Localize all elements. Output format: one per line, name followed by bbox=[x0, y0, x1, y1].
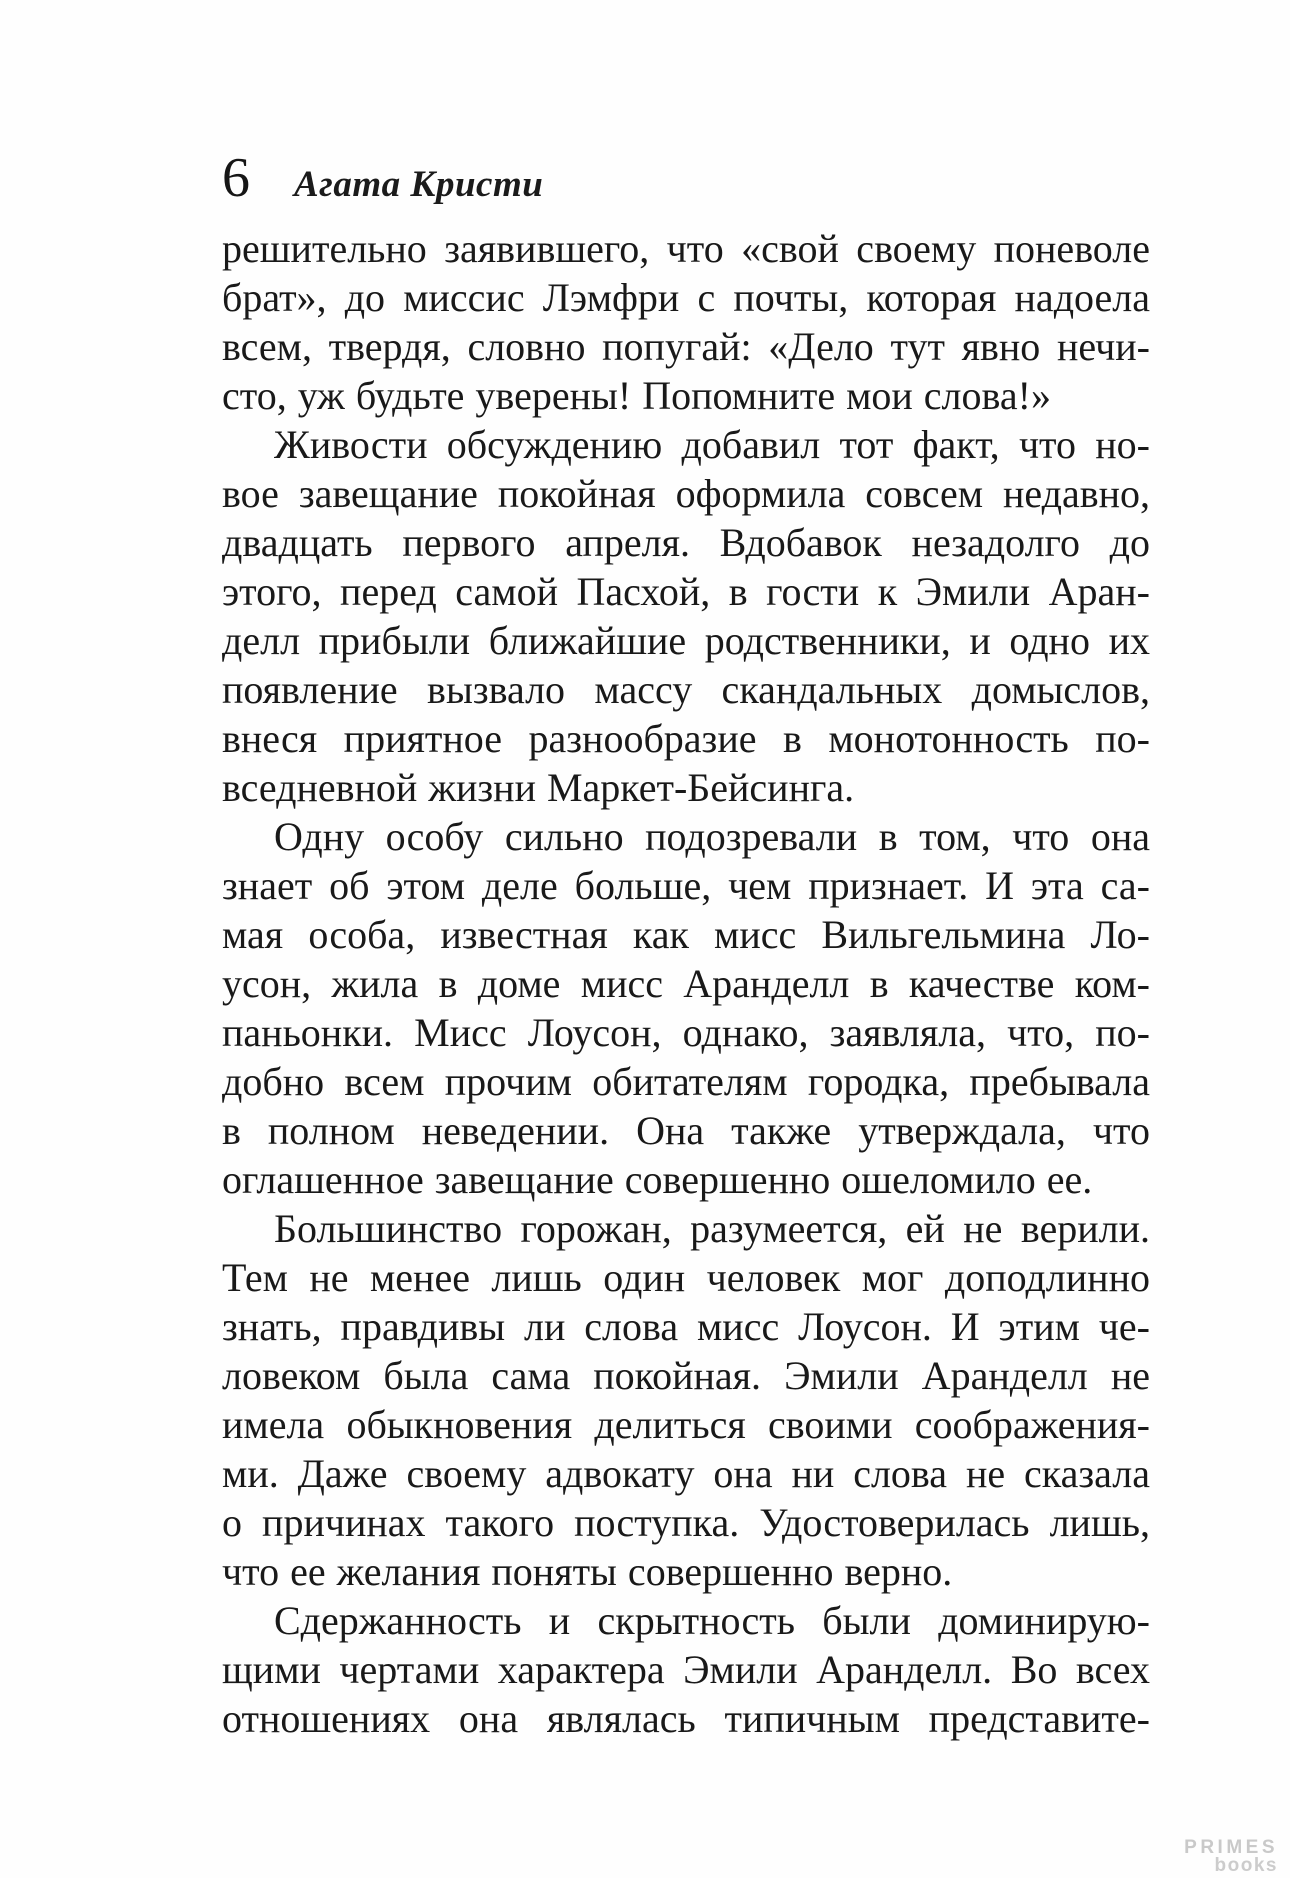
watermark bbox=[1184, 1838, 1278, 1874]
text-line: вседневной жизни Маркет-Бейсинга. bbox=[222, 765, 855, 810]
text-line: о причинах такого поступка. Удостоверилась лишь, bbox=[222, 1500, 1150, 1545]
text-line: вое завещание покойная оформила совсем недавно, bbox=[222, 471, 1150, 516]
text-line: этого, перед самой Пасхой, в гости к Эмили Аран- bbox=[222, 569, 1150, 614]
text-line: знает об этом деле больше, чем признает. И эта са- bbox=[222, 863, 1150, 908]
text-line: делл прибыли ближайшие родственники, и одно их bbox=[222, 618, 1150, 663]
text-line: внеся приятное разнообразие в монотонность по- bbox=[222, 716, 1150, 761]
text-line: в полном неведении. Она также утверждала, что bbox=[222, 1108, 1150, 1153]
page-header bbox=[222, 147, 1150, 210]
text-line: сто, уж будьте уверены! Попомните мои слова!» bbox=[222, 373, 1051, 418]
body-text-block bbox=[222, 224, 1150, 1743]
text-line: решительно заявившего, что «свой своему поневоле bbox=[222, 226, 1150, 271]
text-line: Большинство горожан, разумеется, ей не верили. bbox=[274, 1206, 1150, 1251]
text-line: знать, правдивы ли слова мисс Лоусон. И этим че- bbox=[222, 1304, 1150, 1349]
text-line: щими чертами характера Эмили Аранделл. Во всех bbox=[222, 1647, 1150, 1692]
text-line: всем, твердя, словно попугай: «Дело тут явно нечи- bbox=[222, 324, 1150, 369]
text-line: что ее желания поняты совершенно верно. bbox=[222, 1549, 953, 1594]
text-line: имела обыкновения делиться своими соображения- bbox=[222, 1402, 1150, 1447]
page-number: 6 bbox=[222, 147, 250, 209]
running-head: Агата Кристи bbox=[294, 164, 544, 205]
text-line: появление вызвало массу скандальных домыслов, bbox=[222, 667, 1150, 712]
text-line: двадцать первого апреля. Вдобавок незадолго до bbox=[222, 520, 1150, 565]
text-line: Сдержанность и скрытность были доминирую- bbox=[274, 1598, 1150, 1643]
watermark-brand: PRIMES bbox=[1184, 1837, 1278, 1858]
text-line: отношениях она являлась типичным представите- bbox=[222, 1696, 1150, 1741]
text-line: паньонки. Мисс Лоусон, однако, заявляла, что, по- bbox=[222, 1010, 1150, 1055]
text-line: Одну особу сильно подозревали в том, что она bbox=[274, 814, 1150, 859]
text-line: добно всем прочим обитателям городка, пребывала bbox=[222, 1059, 1150, 1104]
text-line: ловеком была сама покойная. Эмили Аранделл не bbox=[222, 1353, 1150, 1398]
text-line: ми. Даже своему адвокату она ни слова не сказала bbox=[222, 1451, 1150, 1496]
text-line: Тем не менее лишь один человек мог доподлинно bbox=[222, 1255, 1150, 1300]
text-line: оглашенное завещание совершенно ошеломило ее. bbox=[222, 1157, 1093, 1202]
text-line: усон, жила в доме мисс Аранделл в качестве ком- bbox=[222, 961, 1150, 1006]
text-line: Живости обсуждению добавил тот факт, что но- bbox=[274, 422, 1150, 467]
watermark-sub: books bbox=[1214, 1855, 1278, 1876]
text-line: брат», до миссис Лэмфри с почты, которая надоела bbox=[222, 275, 1150, 320]
text-line: мая особа, известная как мисс Вильгельмина Ло- bbox=[222, 912, 1150, 957]
